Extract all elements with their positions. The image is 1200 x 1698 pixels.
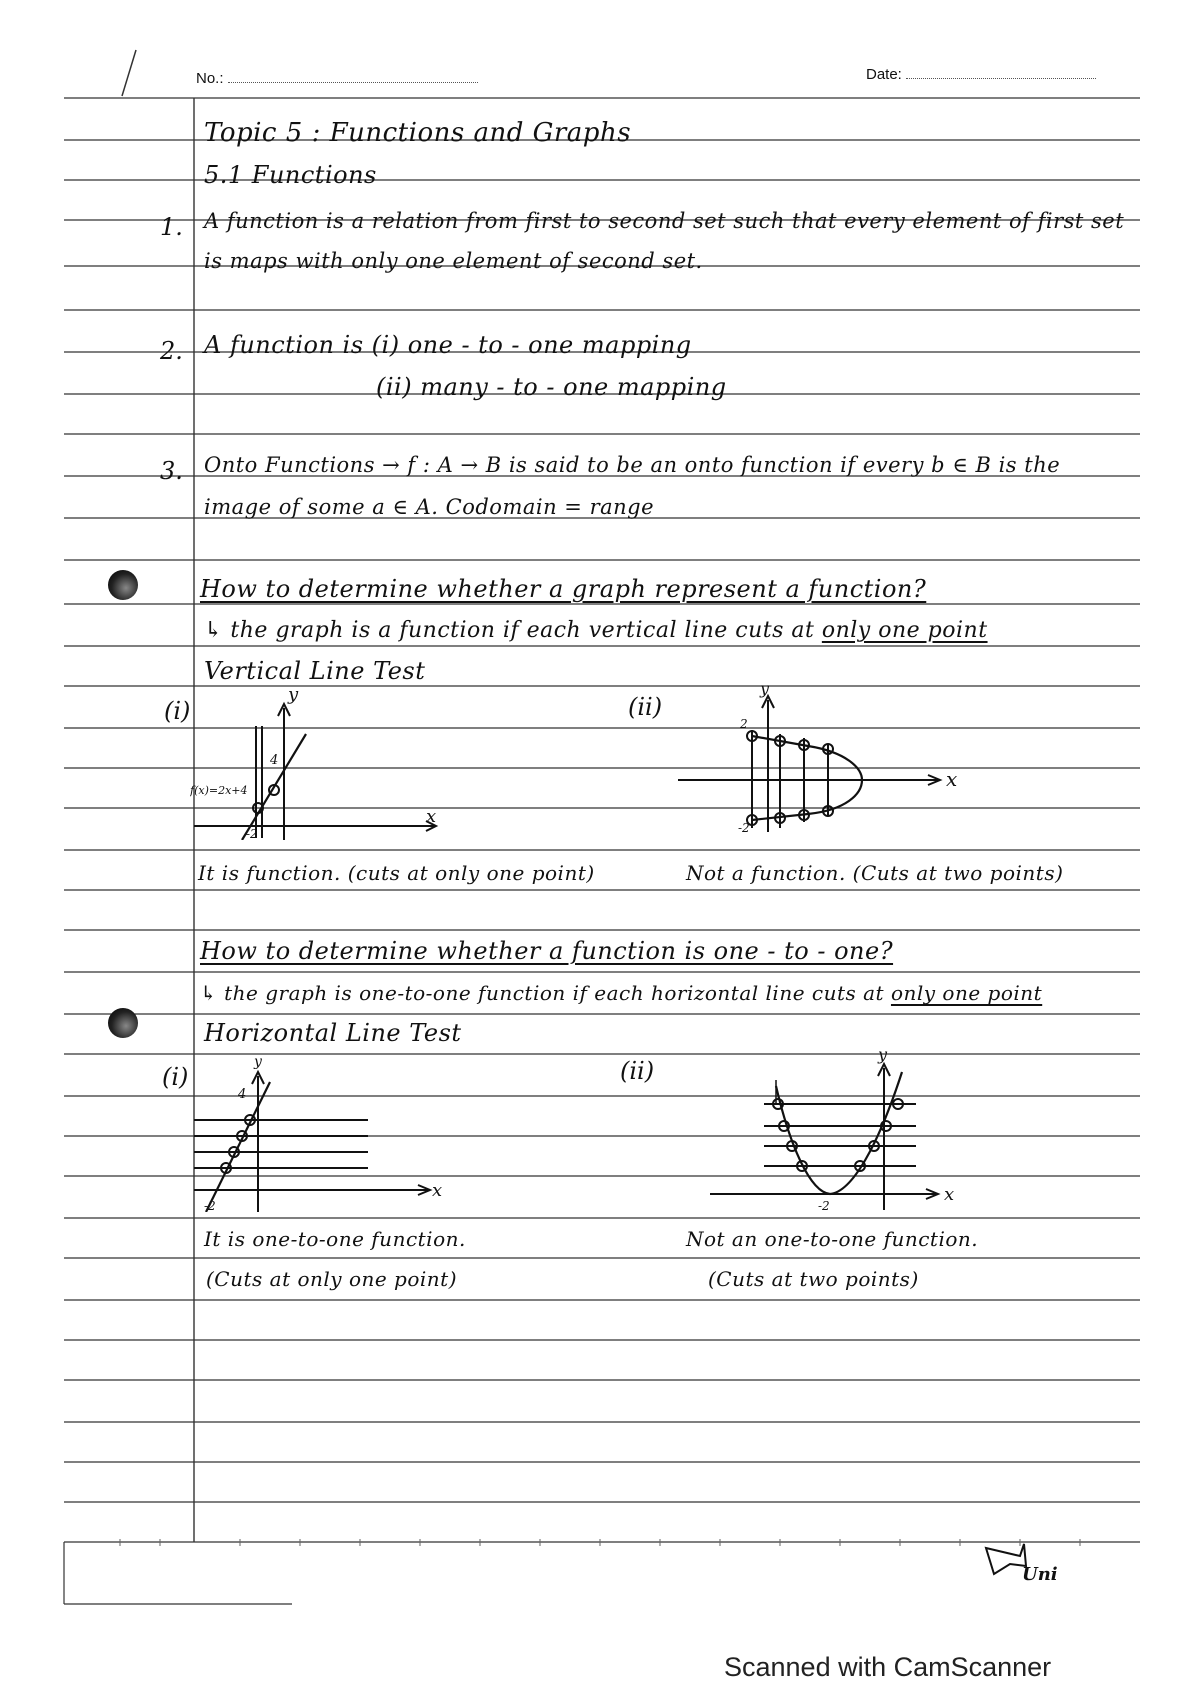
- vertical-graph-ii: [676, 682, 976, 832]
- section-subtitle: 5.1 Functions: [204, 161, 377, 189]
- horizontal-graph-ii: [706, 1046, 976, 1216]
- item-1-line-1: A function is a relation from first to second set such that every element of first set: [204, 209, 1125, 233]
- horizontal-caption-i-line-2: (Cuts at only one point): [206, 1267, 458, 1291]
- hole-punch: [108, 1008, 138, 1038]
- horizontal-test-heading: How to determine whether a function is one - to - one?: [200, 937, 894, 965]
- vertical-test-rule-text: ↳ the graph is a function if each vertical line cuts at: [204, 618, 815, 643]
- vertical-caption-i: It is function. (cuts at only one point): [198, 861, 595, 885]
- number-label: No.:: [196, 70, 224, 87]
- hole-punch: [108, 570, 138, 600]
- vertical-test-name: Vertical Line Test: [204, 657, 426, 685]
- vertical-test-heading: How to determine whether a graph represent a function?: [200, 575, 927, 603]
- item-2-line-1: A function is (i) one - to - one mapping: [204, 331, 692, 359]
- y-axis-label: y: [760, 682, 770, 698]
- item-3-line-2: image of some a ∈ A. Codomain = range: [204, 495, 655, 519]
- horizontal-caption-ii-line-1: Not an one-to-one function.: [686, 1227, 979, 1251]
- vertical-test-rule-emphasis: only one point: [821, 618, 988, 643]
- horizontal-test-rule-text: ↳ the graph is one-to-one function if each horizontal line cuts at: [200, 981, 885, 1005]
- horizontal-label-i: (i): [162, 1063, 189, 1091]
- item-3-number: 3.: [160, 457, 183, 485]
- number-field: [196, 70, 478, 87]
- scanner-watermark: Scanned with CamScanner: [724, 1652, 1052, 1682]
- flag-icon: [986, 1544, 1026, 1574]
- vertical-test-rule: [204, 616, 988, 646]
- vertical-label-i: (i): [164, 697, 191, 725]
- tick-label-4: 4: [238, 1087, 247, 1102]
- y-axis-label: y: [288, 690, 299, 705]
- item-2-line-2: (ii) many - to - one mapping: [376, 373, 727, 401]
- function-label: f(x)=2x+4: [190, 784, 248, 797]
- horizontal-test-name: Horizontal Line Test: [204, 1019, 462, 1047]
- horizontal-caption-i-line-1: It is one-to-one function.: [204, 1227, 466, 1251]
- x-axis-label: x: [944, 1184, 955, 1205]
- item-1-line-2: is maps with only one element of second set.: [204, 249, 703, 273]
- y-axis-label: y: [254, 1054, 262, 1070]
- logo-text: Uni: [1022, 1564, 1058, 1585]
- x-axis-label: x: [432, 1180, 443, 1201]
- vertical-label-ii: (ii): [628, 693, 663, 721]
- y-axis-label: y: [878, 1046, 888, 1064]
- vertical-caption-ii: Not a function. (Cuts at two points): [686, 861, 1064, 885]
- tick-label-neg2: -2: [738, 821, 750, 832]
- horizontal-graph-i: [192, 1052, 452, 1212]
- function-line: [242, 734, 306, 840]
- horizontal-test-rule: [200, 978, 1042, 1008]
- tick-label-neg2: -2: [818, 1199, 830, 1213]
- tick-label-2: 2: [740, 717, 748, 731]
- horizontal-label-ii: (ii): [620, 1057, 655, 1085]
- horizontal-caption-ii-line-2: (Cuts at two points): [708, 1267, 919, 1291]
- brand-logo: [982, 1542, 1062, 1590]
- item-2-number: 2.: [160, 337, 183, 365]
- item-3-line-1: Onto Functions → f : A → B is said to be an onto function if every b ∈ B is the: [204, 453, 1061, 477]
- number-dotted-line: [228, 70, 478, 83]
- date-label: Date:: [866, 66, 902, 83]
- horizontal-test-rule-emphasis: only one point: [890, 981, 1043, 1005]
- x-axis-label: x: [946, 767, 958, 791]
- date-field: [866, 66, 1096, 83]
- tick-label-4: 4: [270, 753, 279, 768]
- item-1-number: 1.: [160, 213, 183, 241]
- date-dotted-line: [906, 66, 1096, 79]
- vertical-graph-i: [190, 690, 450, 840]
- page-title: Topic 5 : Functions and Graphs: [204, 118, 632, 148]
- tick-label-neg2: -2: [204, 1199, 216, 1212]
- tick-label-neg2: -2: [246, 827, 258, 840]
- x-axis-label: x: [426, 806, 437, 827]
